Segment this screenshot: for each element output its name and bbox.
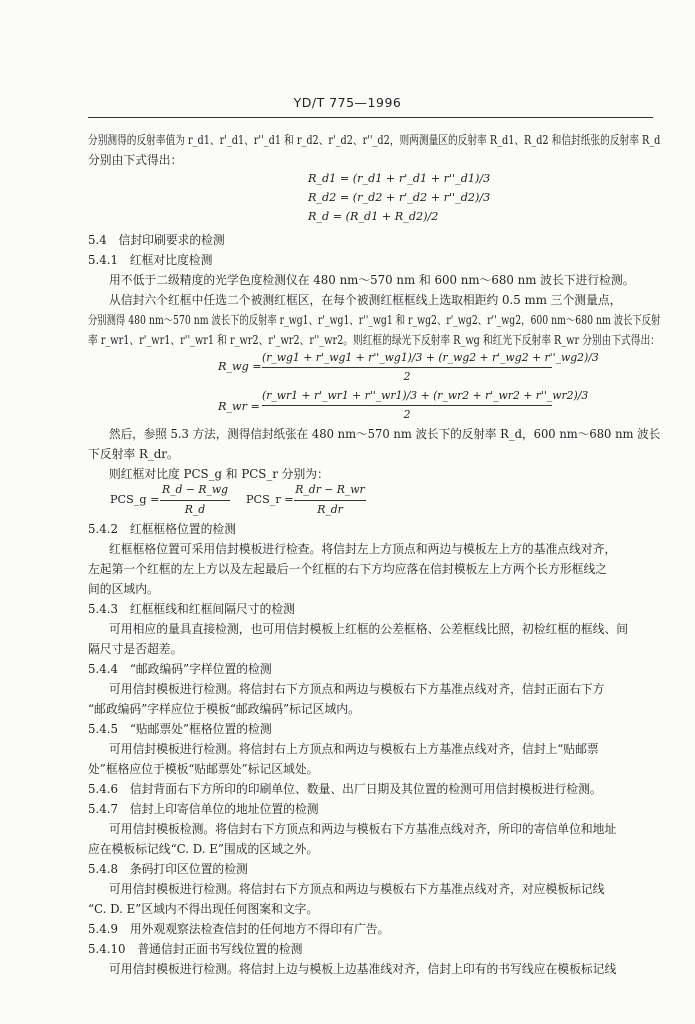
- section-heading: 5.4.8 条码打印区位置的检测: [88, 862, 248, 876]
- fraction-bar: [294, 500, 366, 501]
- para-line: 可用信封模板检测。将信封右下方顶点和两边与模板右下方基准点线对齐，所印的寄信单位和地址: [109, 822, 617, 836]
- section-heading: 5.4.10 普通信封正面书写线位置的检测: [88, 942, 303, 956]
- para-line: 可用信封模板进行检测。将信封右下方顶点和两边与模板右下方基准点线对齐，信封正面右下方: [109, 682, 605, 696]
- para-line: 分别测得的反射率值为 r_d1、r'_d1、r''_d1 和 r_d2、r'_d2、r''_d2，则两测量区的反射率 R_d1、R_d2 和信封纸张的反射率 R_d: [88, 133, 661, 147]
- fraction-bar: [262, 405, 552, 406]
- para-line: 间的区域内。: [88, 582, 159, 596]
- para-line: 则红框对比度 PCS_g 和 PCS_r 分别为：: [109, 467, 329, 481]
- para-line: 分别测得 480 nm～570 nm 波长下的反射率 r_wg1、r'_wg1、r''_wg1 和 r_wg2、r'_wg2、r''_wg2，600 nm～680 nm 波长下反射: [88, 313, 661, 327]
- para-line: “C. D. E”区域内不得出现任何图案和文字。: [88, 902, 319, 916]
- equation-rwg-lhs: R_wg =: [218, 360, 262, 373]
- header-rule: [88, 117, 653, 118]
- para-line: 可用信封模板进行检测。将信封上边与模板上边基准线对齐，信封上印有的书写线应在模板标记线: [109, 962, 617, 976]
- fraction-bar: [262, 367, 552, 368]
- section-heading: 5.4.1 红框对比度检测: [88, 253, 213, 267]
- fraction-bar: [160, 500, 230, 501]
- section-heading: 5.4.5 “贴邮票处”框格位置的检测: [88, 722, 272, 736]
- equation-pcsr-lhs: PCS_r =: [246, 493, 294, 506]
- section-heading: 5.4.6 信封背面右下方所印的印刷单位、数量、出厂日期及其位置的检测可用信封模板进行检测。: [88, 782, 602, 796]
- equation-pcsr-denominator: R_dr: [317, 503, 343, 516]
- para-line: 左起第一个红框的左上方以及左起最后一个红框的右下方均应落在信封模板左上方两个长方形框线之: [88, 562, 608, 576]
- section-heading: 5.4.4 “邮政编码”字样位置的检测: [88, 662, 272, 676]
- para-line: 率 r_wr1、r'_wr1、r''_wr1 和 r_wr2、r'_wr2、r''_wr2。则红框的绿光下反射率 R_wg 和红光下反射率 R_wr 分别由下式得出：: [88, 333, 660, 347]
- section-heading: 5.4.9 用外观观察法检查信封的任何地方不得印有广告。: [88, 922, 390, 936]
- equation-rwg-numerator: (r_wg1 + r'_wg1 + r''_wg1)/3 + (r_wg2 + r'_wg2 + r''_wg2)/3: [262, 351, 599, 364]
- para-line: 处”框格应位于模板“贴邮票处”标记区域处。: [88, 762, 319, 776]
- section-heading: 5.4.2 红框框格位置的检测: [88, 522, 236, 536]
- para-line: 可用信封模板进行检测。将信封右上方顶点和两边与模板右上方基准点线对齐，信封上“贴邮票: [109, 742, 599, 756]
- equation-pcsr-numerator: R_dr − R_wr: [295, 483, 365, 496]
- para-line: 然后，参照 5.3 方法，测得信封纸张在 480 nm～570 nm 波长下的反射率 R_d，600 nm～680 nm 波长: [109, 427, 661, 441]
- equation-rwr-denominator: 2: [403, 408, 411, 421]
- para-line: 红框框格位置可采用信封模板进行检查。将信封左上方顶点和两边与模板左上方的基准点线对齐，: [109, 542, 617, 556]
- page-header: YD/T 775—1996: [293, 95, 402, 110]
- equation-rwg-denominator: 2: [403, 370, 411, 383]
- section-heading: 5.4.3 红框框线和红框间隔尺寸的检测: [88, 602, 295, 616]
- equation-rwr-numerator: (r_wr1 + r'_wr1 + r''_wr1)/3 + (r_wr2 + r'_wr2 + r''_wr2)/3: [262, 389, 589, 402]
- equation-rd1: R_d1 = (r_d1 + r'_d1 + r''_d1)/3: [308, 172, 491, 185]
- para-line: “邮政编码”字样应位于模板“邮政编码”标记区域内。: [88, 702, 360, 716]
- para-line: 分别由下式得出：: [88, 153, 183, 167]
- para-line: 应在模板标记线“C. D. E”围成的区域之外。: [88, 842, 319, 856]
- para-line: 可用相应的量具直接检测，也可用信封模板上红框的公差框格、公差框线比照，初检红框的框线、间: [109, 622, 629, 636]
- equation-pcsg-lhs: PCS_g =: [110, 493, 160, 506]
- para-line: 从信封六个红框中任选二个被测红框区，在每个被测红框框线上选取相距约 0.5 mm 三个测量点，: [109, 293, 622, 307]
- para-line: 用不低于二级精度的光学色度检测仪在 480 nm～570 nm 和 600 nm～680 nm 波长下进行检测。: [109, 273, 635, 287]
- para-line: 隔尺寸是否超差。: [88, 642, 183, 656]
- para-line: 下反射率 R_dr。: [88, 447, 179, 461]
- equation-rwr-lhs: R_wr =: [218, 400, 260, 413]
- equation-rd: R_d = (R_d1 + R_d2)/2: [308, 210, 439, 223]
- equation-pcsg-denominator: R_d: [184, 503, 206, 516]
- section-heading: 5.4 信封印刷要求的检测: [88, 233, 225, 247]
- section-heading: 5.4.7 信封上印寄信单位的地址位置的检测: [88, 802, 319, 816]
- para-line: 可用信封模板进行检测。将信封右下方顶点和两边与模板右下方基准点线对齐，对应模板标记线: [109, 882, 605, 896]
- equation-pcsg-numerator: R_d − R_wg: [161, 483, 229, 496]
- equation-rd2: R_d2 = (r_d2 + r'_d2 + r''_d2)/3: [308, 191, 491, 204]
